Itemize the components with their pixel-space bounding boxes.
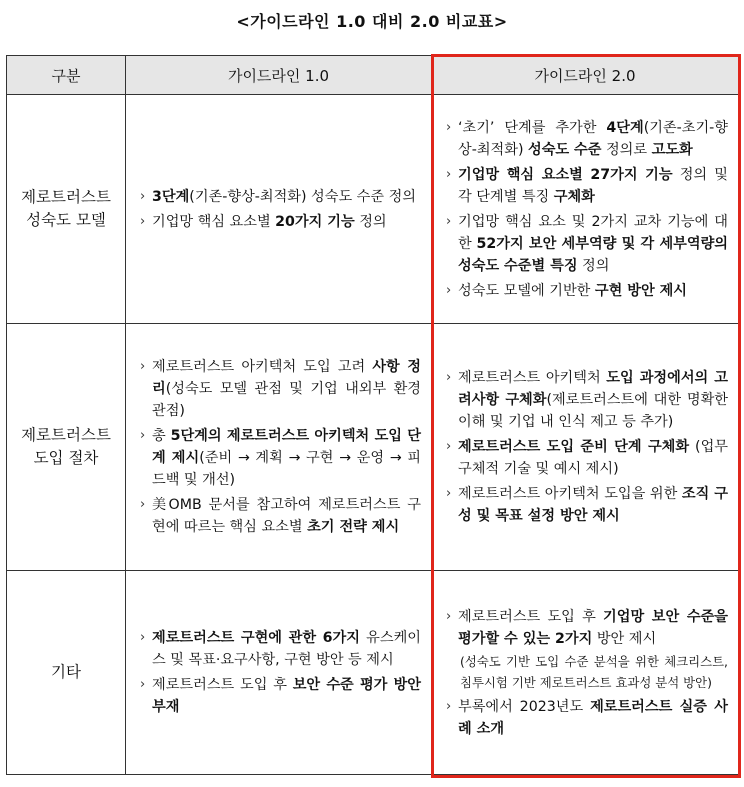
row-category: 제로트러스트 성숙도 모델 xyxy=(7,95,126,324)
table-row xyxy=(7,95,739,324)
header-guideline-2-0: 가이드라인 2.0 xyxy=(432,56,739,95)
list-item: › 제로트러스트 아키텍처 도입 과정에서의 고려사항 구체화(제로트러스트에 대한 명확한 이해 및 기업 내 인식 제고 등 추가) xyxy=(446,367,728,433)
list-item: › 3단계(기존-향상-최적화) 성숙도 수준 정의 xyxy=(140,186,421,208)
page-title: <가이드라인 1.0 대비 2.0 비교표> xyxy=(236,12,508,31)
list-item: › 제로트러스트 도입 후 보안 수준 평가 방안 부재 xyxy=(140,674,421,718)
comparison-table xyxy=(6,55,739,775)
header-guideline-1-0: 가이드라인 1.0 xyxy=(126,56,432,95)
list-item: › 제로트러스트 도입 준비 단계 구체화 (업무 구체적 기술 및 예시 제시) xyxy=(446,436,728,480)
list-item: › ‘초기’ 단계를 추가한 4단계(기존-초기-향상-최적화) 성숙도 수준 정의로 고도화 xyxy=(446,117,728,161)
guideline-2-0-cell xyxy=(432,324,739,571)
guideline-2-0-cell xyxy=(432,571,739,775)
list-item: › 기업망 핵심 요소별 20가지 기능 정의 xyxy=(140,211,421,233)
list-item: › 美OMB 문서를 참고하여 제로트러스트 구현에 따르는 핵심 요소별 초기 전략 제시 xyxy=(140,494,421,538)
guideline-2-0-cell xyxy=(432,95,739,324)
list-item: › 기업망 핵심 요소 및 2가지 교차 기능에 대한 52가지 보안 세부역량 및 각 세부역량의 성숙도 수준별 특징 정의 xyxy=(446,211,728,277)
guideline-1-0-cell xyxy=(126,324,432,571)
list-item: › 제로트러스트 아키텍처 도입 고려 사항 정리(성숙도 모델 관점 및 기업 내외부 환경 관점) xyxy=(140,356,421,422)
header-category: 구분 xyxy=(7,56,126,95)
guideline-1-0-cell xyxy=(126,571,432,775)
list-item: › 제로트러스트 도입 후 기업망 보안 수준을 평가할 수 있는 2가지 방안 제시 xyxy=(446,606,728,650)
row-category: 제로트러스트 도입 절차 xyxy=(7,324,126,571)
list-item: › 기업망 핵심 요소별 27가지 기능 정의 및 각 단계별 특징 구체화 xyxy=(446,164,728,208)
list-item: › 제로트러스트 아키텍처 도입을 위한 조직 구성 및 목표 설정 방안 제시 xyxy=(446,483,728,527)
row-category: 기타 xyxy=(7,571,126,775)
list-item: › 부록에서 2023년도 제로트러스트 실증 사례 소개 xyxy=(446,696,728,740)
guideline-1-0-cell xyxy=(126,95,432,324)
table-row xyxy=(7,571,739,775)
list-item: › 제로트러스트 구현에 관한 6가지 유스케이스 및 목표·요구사항, 구현 방안 등 제시 xyxy=(140,627,421,671)
table-row xyxy=(7,324,739,571)
list-item: › 총 5단계의 제로트러스트 아키텍처 도입 단계 제시(준비 → 계획 → 구현 → 운영 → 피드백 및 개선) xyxy=(140,425,421,491)
list-item-note: (성숙도 기반 도입 수준 분석을 위한 체크리스트, 침투시험 기반 제로트러스트 효과성 분석 방안) xyxy=(460,653,728,690)
table-header-row xyxy=(7,56,739,95)
list-item: › 성숙도 모델에 기반한 구현 방안 제시 xyxy=(446,280,728,302)
